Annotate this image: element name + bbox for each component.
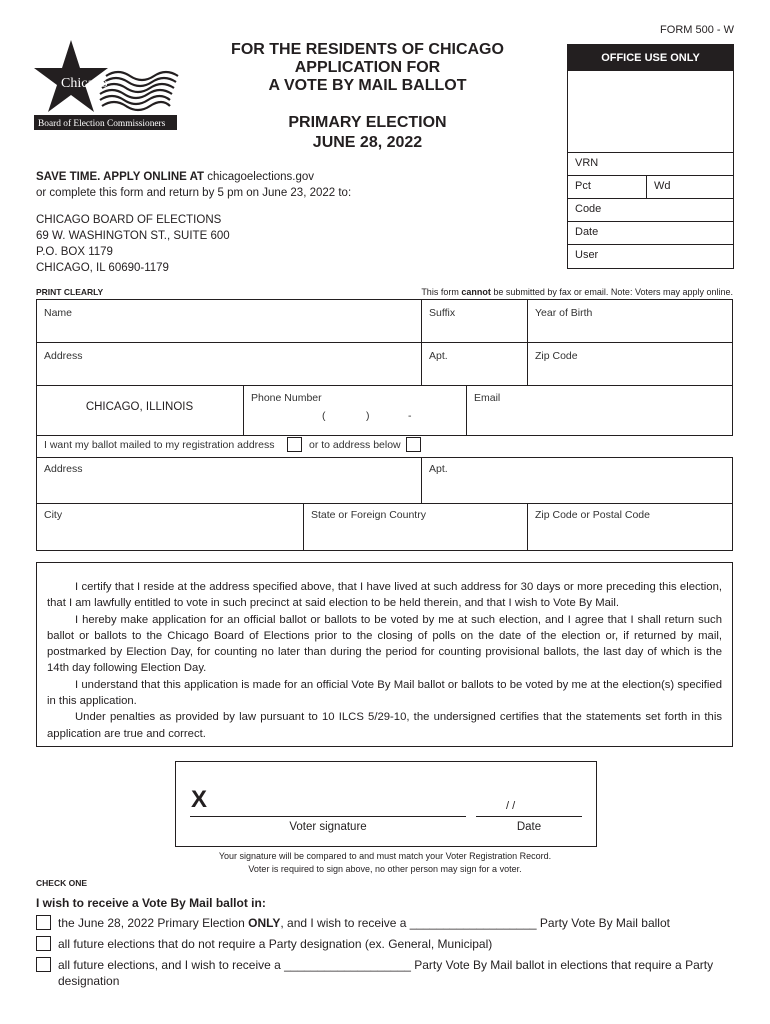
logo-city-text: Chicago: [61, 76, 108, 91]
certification-text: [36, 562, 733, 747]
form-number: FORM 500 - W: [660, 24, 734, 36]
certify-paragraph: I hereby make application for an official ballot or ballots to be voted by me at such election, and I agree that I shall return such ballot or ballots to the Chicago Board of Elections prior to the closing of polls on the date of the election or, if returned by mail, postmarked by Election Day, for counting no later than during the period for counting provisional ballots, the last day of which is the 14th day following Election Day.: [47, 613, 722, 675]
title-line-2: APPLICATION FOR: [294, 59, 441, 76]
voter-signature-label: Voter signature: [289, 821, 367, 833]
mail-apt-field[interactable]: Apt.: [429, 463, 448, 475]
suffix-field[interactable]: Suffix: [429, 307, 456, 319]
mail-to-registration-label: I want my ballot mailed to my registration address: [44, 439, 275, 451]
phone-number-field[interactable]: Phone Number: [251, 392, 322, 404]
address-field[interactable]: Address: [44, 350, 83, 362]
zip-code-field[interactable]: Zip Code: [535, 350, 578, 362]
signature-note: Your signature will be compared to and must match your Voter Registration Record. Voter is required to sign above, no other person may sign for a voter.: [218, 851, 552, 874]
email-field[interactable]: Email: [474, 392, 501, 404]
address-line: CHICAGO, IL 60690-1179: [36, 262, 169, 274]
signature-line[interactable]: [190, 816, 466, 817]
voter-info-section: [36, 299, 733, 436]
office-use-heading: OFFICE USE ONLY: [568, 45, 733, 71]
logo-org-text: Board of Election Commissioners: [38, 119, 166, 129]
election-heading: [205, 113, 530, 153]
certify-paragraph: I certify that I reside at the address specified above, that I have lived at such address for 30 days or more preceding this election, that I am lawfully entitled to vote in such precinct at said election to be held therein, and that I wish to Vote By Mail.: [47, 581, 722, 610]
name-field[interactable]: Name: [44, 307, 73, 319]
apt-field[interactable]: Apt.: [429, 350, 448, 362]
mail-zip-field[interactable]: Zip Code or Postal Code: [535, 509, 650, 521]
phone-mask-open: (: [322, 410, 326, 422]
certify-paragraph: Under penalties as provided by law pursuant to 10 ILCS 5/29-10, the undersigned certifies that the statements set forth in this application are true and correct.: [47, 711, 722, 740]
option-primary-only: the June 28, 2022 Primary Election ONLY, and I wish to receive a ___________________ Party Vote By Mail ballot: [36, 915, 726, 931]
address-line: P.O. BOX 1179: [36, 246, 113, 258]
print-clearly-label: PRINT CLEARLY: [36, 287, 104, 297]
address-line: CHICAGO BOARD OF ELECTIONS: [36, 214, 222, 226]
option-nonpartisan: all future elections that do not require a Party designation (ex. General, Municipal): [36, 936, 726, 952]
mail-address-field[interactable]: Address: [44, 463, 83, 475]
phone-mask-dash: -: [408, 410, 412, 422]
check-one-label: CHECK ONE: [36, 878, 88, 888]
office-code: Code: [568, 198, 733, 221]
date-label: Date: [516, 821, 542, 833]
apply-online-notice: [36, 169, 536, 201]
mail-city-field[interactable]: City: [44, 509, 63, 521]
address-line: 69 W. WASHINGTON ST., SUITE 600: [36, 230, 230, 242]
title-line-1: FOR THE RESIDENTS OF CHICAGO: [231, 41, 504, 58]
option-all-future-checkbox[interactable]: [36, 957, 51, 972]
election-date: JUNE 28, 2022: [312, 134, 423, 151]
signature-box: [175, 761, 597, 847]
certify-paragraph: I understand that this application is made for an official Vote By Mail ballot or ballots to be voted by me at the election(s) specified in this application.: [47, 678, 722, 708]
mailing-address: [36, 212, 336, 276]
title-line-3: A VOTE BY MAIL BALLOT: [268, 77, 467, 94]
no-fax-notice: This form cannot be submitted by fax or email. Note: Voters may apply online.: [421, 287, 733, 297]
mail-to-other-label: or to address below: [309, 439, 401, 451]
flag-icon: [100, 72, 178, 110]
return-instructions: or complete this form and return by 5 pm on June 23, 2022 to:: [36, 187, 352, 199]
city-fixed-text: CHICAGO, ILLINOIS: [85, 401, 194, 413]
mail-to-registration-checkbox[interactable]: [287, 437, 302, 452]
page-title: [205, 41, 530, 95]
office-user: User: [568, 244, 733, 267]
office-pct-wd: Pct Wd: [568, 175, 733, 198]
phone-mask-close: ): [366, 410, 370, 422]
mail-to-other-checkbox[interactable]: [406, 437, 421, 452]
election-name: PRIMARY ELECTION: [288, 114, 447, 131]
office-wd: Wd: [646, 176, 733, 198]
option-primary-only-checkbox[interactable]: [36, 915, 51, 930]
mail-state-field[interactable]: State or Foreign Country: [311, 509, 426, 521]
mailing-address-section: [36, 457, 733, 551]
chicago-board-logo: [34, 40, 182, 132]
office-date: Date: [568, 221, 733, 244]
signature-x-mark: X: [191, 786, 208, 813]
option-all-future: all future elections, and I wish to receive a ___________________ Party Vote By Mail ballot in elections that require a Party designation: [36, 957, 726, 989]
save-time-text: SAVE TIME. APPLY ONLINE AT: [36, 171, 205, 183]
office-vrn: VRN: [568, 152, 733, 175]
office-use-box: [567, 44, 734, 269]
year-of-birth-field[interactable]: Year of Birth: [535, 307, 593, 319]
date-line[interactable]: [476, 816, 582, 817]
date-slashes: / /: [506, 800, 516, 812]
option-nonpartisan-checkbox[interactable]: [36, 936, 51, 951]
website-link[interactable]: chicagoelections.gov: [207, 171, 315, 183]
ballot-options-heading: I wish to receive a Vote By Mail ballot in:: [36, 896, 266, 910]
